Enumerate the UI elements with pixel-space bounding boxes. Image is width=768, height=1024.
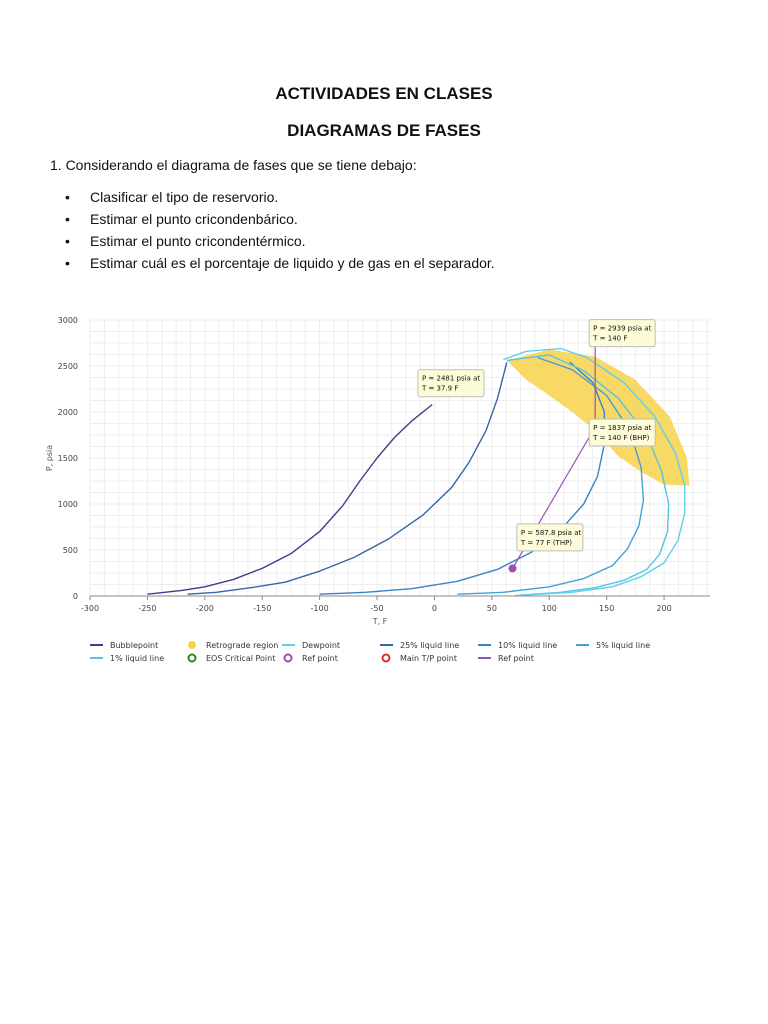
page-title: ACTIVIDADES EN CLASES	[275, 84, 493, 103]
x-tick-label: -50	[370, 604, 384, 613]
legend-label: Main T/P point	[400, 654, 457, 663]
legend-label: EOS Critical Point	[206, 654, 276, 663]
y-axis-label: P, psia	[45, 444, 54, 472]
legend-label: 5% liquid line	[596, 641, 651, 650]
task-list	[65, 186, 495, 274]
tooltip	[418, 370, 484, 397]
legend-swatch-ring	[383, 655, 390, 662]
tooltip-text: P = 2939 psia at	[593, 324, 652, 333]
legend-label: 25% liquid line	[400, 641, 460, 650]
tooltip-text: P = 587.8 psia at	[520, 528, 582, 537]
y-tick-label: 2500	[57, 362, 78, 371]
x-tick-label: -250	[138, 604, 157, 613]
x-tick-label: 100	[541, 604, 557, 613]
tooltip-text: T = 77 F (THP)	[520, 538, 573, 547]
task-item: • Clasificar el tipo de reservorio.	[65, 186, 495, 208]
x-tick-label: 50	[486, 604, 497, 613]
task-item: • Estimar el punto cricondentérmico.	[65, 230, 495, 252]
legend-swatch-ring	[189, 655, 196, 662]
x-tick-label: -150	[253, 604, 272, 613]
x-tick-label: 200	[656, 604, 672, 613]
y-tick-label: 3000	[57, 316, 78, 325]
tooltip	[589, 320, 655, 347]
legend-swatch-ring	[285, 655, 292, 662]
x-tick-label: -300	[80, 604, 100, 613]
y-tick-label: 2000	[57, 408, 78, 417]
chart-legend	[90, 641, 650, 663]
tooltip-text: P = 1837 psia at	[593, 423, 652, 432]
legend-label: 1% liquid line	[110, 654, 165, 663]
tooltip-text: T = 37.9 F	[421, 384, 459, 393]
y-tick-label: 0	[72, 592, 78, 601]
legend-label: Ref point	[302, 654, 338, 663]
phase-diagram-chart	[40, 300, 730, 680]
tooltip-text: T = 140 F (BHP)	[593, 433, 650, 442]
tooltip	[517, 524, 583, 551]
legend-label: Dewpoint	[302, 641, 341, 650]
tooltip	[589, 419, 655, 446]
tooltip-text: P = 2481 psia at	[421, 374, 481, 383]
y-tick-label: 1500	[57, 454, 78, 463]
x-tick-label: 150	[599, 604, 615, 613]
page-subtitle: DIAGRAMAS DE FASES	[287, 121, 481, 140]
legend-label: Bubblepoint	[110, 641, 159, 650]
task-item: • Estimar el punto cricondenbárico.	[65, 208, 495, 230]
retrograde-area	[507, 349, 690, 485]
x-axis-label: T, F	[372, 617, 388, 626]
x-tick-label: 0	[431, 604, 437, 613]
retrograde-region	[507, 349, 690, 485]
tooltip-text: T = 140 F	[593, 334, 628, 343]
y-tick-label: 1000	[57, 500, 78, 509]
task-item: • Estimar cuál es el porcentaje de liquido y de gas en el separador.	[65, 252, 495, 274]
ref-point-marker	[509, 564, 517, 572]
legend-label: 10% liquid line	[498, 641, 558, 650]
y-tick-label: 500	[62, 546, 78, 555]
x-tick-label: -200	[195, 604, 214, 613]
x-tick-label: -100	[310, 604, 329, 613]
legend-label: Retrograde region	[206, 641, 279, 650]
question-text: 1. Considerando el diagrama de fases que se tiene debajo:	[50, 157, 417, 173]
legend-label: Ref point	[498, 654, 534, 663]
legend-swatch-dot	[188, 641, 196, 649]
chart-grid	[90, 320, 710, 596]
